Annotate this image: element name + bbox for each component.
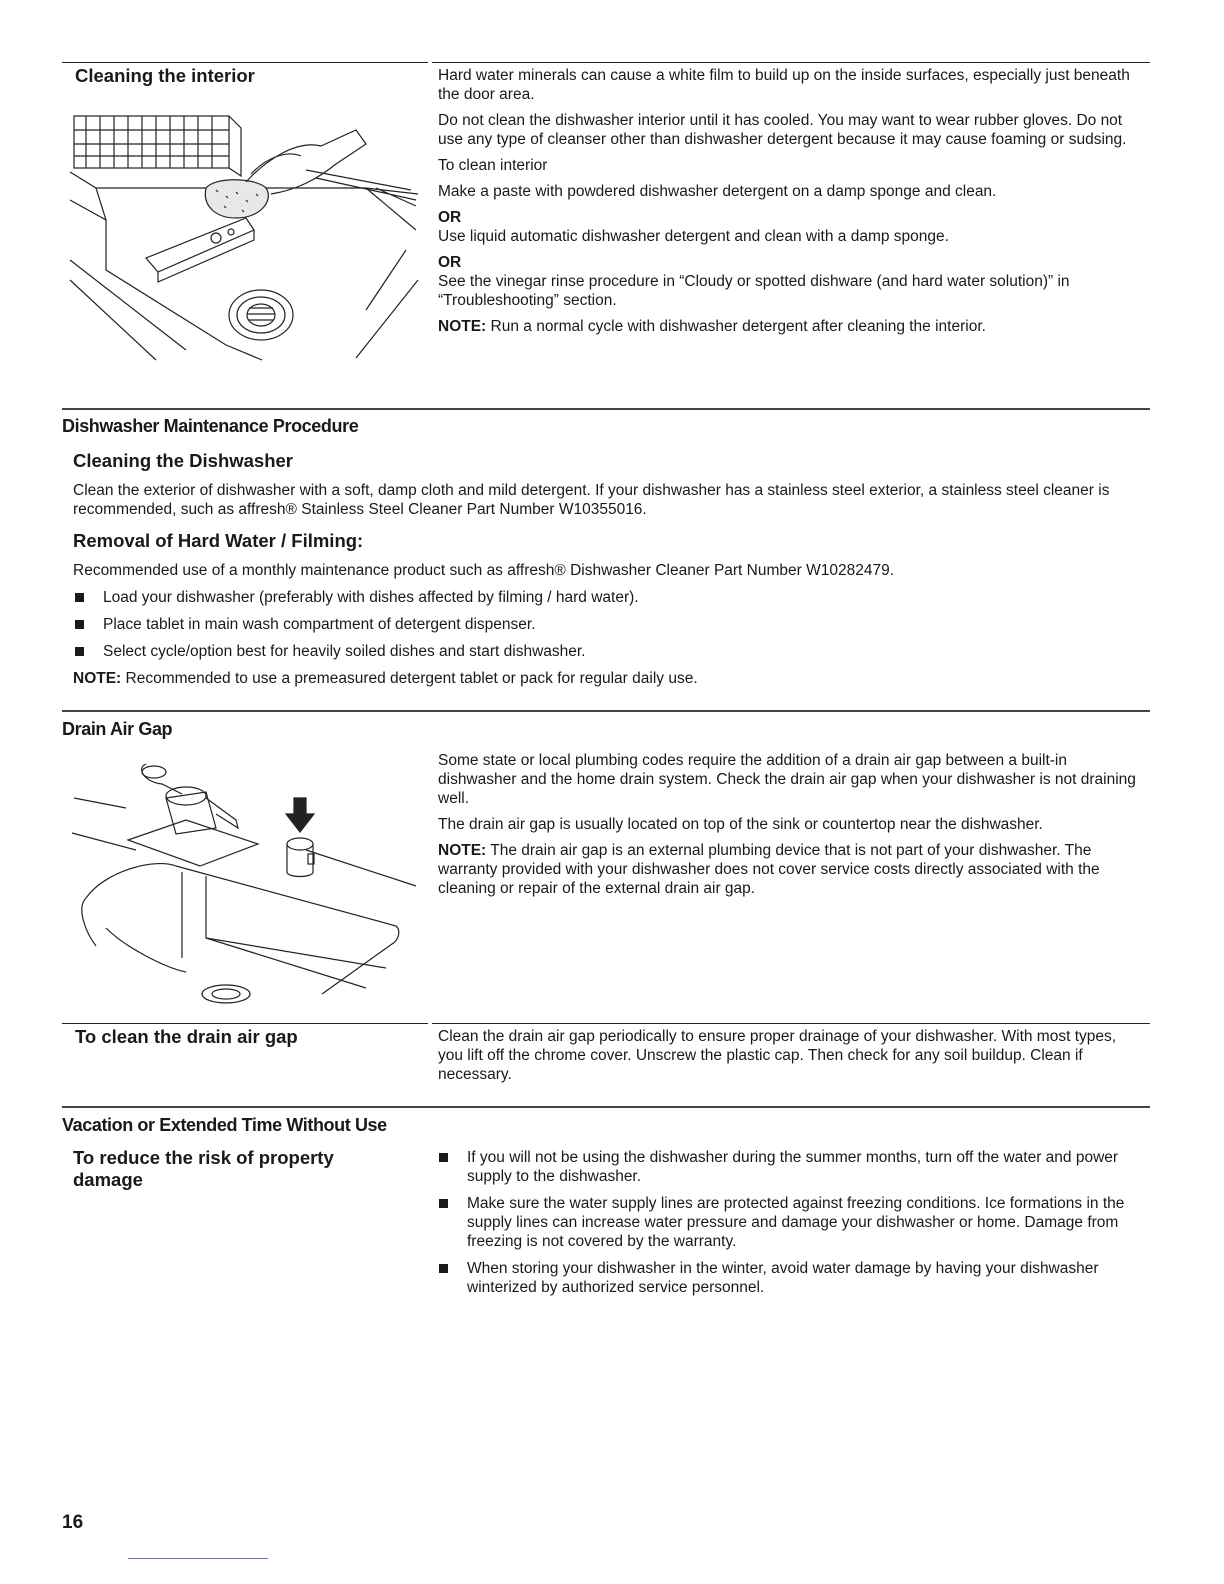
drain-air-gap-section-title: Drain Air Gap	[62, 719, 173, 739]
vacation-section-title: Vacation or Extended Time Without Use	[62, 1115, 387, 1135]
maintenance-section-title: Dishwasher Maintenance Procedure	[62, 416, 359, 436]
note-label: NOTE:	[438, 318, 487, 335]
down-arrow-icon	[286, 798, 314, 832]
list-item: Make sure the water supply lines are protected against freezing conditions. Ice formations in the supply lines can increase water pressure and damage your dishwasher or home. Damage from freezing is not covered by the warranty.	[437, 1194, 1143, 1251]
sink-drain-icon	[202, 985, 250, 1003]
air-gap-cap-icon	[287, 838, 314, 877]
vacation-list	[437, 1148, 1143, 1305]
cleaning-dishwasher-title: Cleaning the Dishwasher	[73, 450, 293, 471]
sponge-icon	[205, 180, 268, 218]
interior-paragraph: Hard water minerals can cause a white film to build up on the inside surfaces, especially just beneath the door area.	[438, 67, 1130, 103]
clean-air-gap-title: To clean the drain air gap	[75, 1026, 298, 1047]
interior-liquid: Use liquid automatic dishwasher detergent and clean with a damp sponge.	[438, 228, 949, 245]
drain-paragraph: Some state or local plumbing codes require the addition of a drain air gap between a built-in dishwasher and the home drain system. Check the drain air gap when your dishwasher is not draining well.	[438, 752, 1136, 807]
divider-interior-right	[432, 62, 1150, 63]
rack-icon	[74, 116, 241, 176]
interior-vinegar: See the vinegar rinse procedure in “Cloudy or spotted dishware (and hard water solution)” in “Troubleshooting” section.	[438, 273, 1070, 309]
note-label: NOTE:	[438, 842, 487, 859]
or-label: OR	[438, 254, 462, 271]
drain-note	[438, 841, 1144, 898]
or-label: OR	[438, 209, 462, 226]
list-item: Load your dishwasher (preferably with dishes affected by filming / hard water).	[73, 588, 1143, 607]
hard-water-title: Removal of Hard Water / Filming:	[73, 530, 364, 551]
divider-clean-gap-right	[432, 1023, 1150, 1024]
gloved-hand-icon	[246, 130, 366, 194]
maintenance-note	[73, 669, 1143, 688]
drain-filter-icon	[229, 290, 293, 340]
sponge-cleaning-illustration	[66, 110, 422, 364]
list-item: Place tablet in main wash compartment of detergent dispenser.	[73, 615, 1143, 634]
drain-air-gap-body	[438, 751, 1144, 905]
faucet-icon	[128, 764, 258, 866]
cleaning-interior-body	[438, 66, 1144, 343]
list-item: When storing your dishwasher in the winter, avoid water damage by having your dishwasher winterized by authorized service personnel.	[437, 1259, 1143, 1297]
clean-air-gap-text: Clean the drain air gap periodically to ensure proper drainage of your dishwasher. With most types, you lift off the chrome cover. Unscrew the plastic cap. Then check for any soil buildup. Clean if necessary.	[438, 1028, 1117, 1083]
cleaning-interior-title: Cleaning the interior	[75, 65, 255, 86]
interior-note	[438, 317, 1144, 336]
drain-air-gap-illustration	[66, 758, 422, 1008]
hard-water-intro: Recommended use of a monthly maintenance product such as affresh® Dishwasher Cleaner Part Number W10282479.	[73, 562, 895, 579]
divider-maintenance	[62, 408, 1150, 410]
interior-paragraph: Make a paste with powdered dishwasher detergent on a damp sponge and clean.	[438, 183, 997, 200]
list-item: Select cycle/option best for heavily soiled dishes and start dishwasher.	[73, 642, 1143, 661]
sink-icon	[82, 864, 399, 994]
interior-paragraph: To clean interior	[438, 157, 548, 174]
detergent-dispenser-icon	[146, 218, 254, 282]
list-item: If you will not be using the dishwasher during the summer months, turn off the water and power supply to the dishwasher.	[437, 1148, 1143, 1186]
footer-rule	[128, 1558, 268, 1559]
vacation-subtitle: To reduce the risk of property damage	[73, 1147, 334, 1190]
divider-drain-air-gap	[62, 710, 1150, 712]
note-label: NOTE:	[73, 670, 122, 687]
note-text: Run a normal cycle with dishwasher detergent after cleaning the interior.	[486, 318, 986, 335]
interior-paragraph: Do not clean the dishwasher interior until it has cooled. You may want to wear rubber gloves. Do not use any type of cleanser other than dishwasher detergent because it may cause foaming or sudsing.	[438, 112, 1127, 148]
page-number: 16	[62, 1512, 84, 1533]
note-text: Recommended to use a premeasured detergent tablet or pack for regular daily use.	[121, 670, 698, 687]
divider-vacation	[62, 1106, 1150, 1108]
cleaning-dishwasher-text: Clean the exterior of dishwasher with a soft, damp cloth and mild detergent. If your dishwasher has a stainless steel exterior, a stainless steel cleaner is recommended, such as affresh® Stainless Steel Cleaner Part Number W10355016.	[73, 482, 1110, 518]
divider-clean-gap-left	[62, 1023, 428, 1024]
hard-water-steps	[73, 588, 1143, 669]
note-text: The drain air gap is an external plumbing device that is not part of your dishwasher. The warranty provided with your dishwasher does not cover service costs directly associated with the cleaning or repair of the external drain air gap.	[438, 842, 1100, 897]
drain-paragraph: The drain air gap is usually located on top of the sink or countertop near the dishwasher.	[438, 816, 1043, 833]
divider-interior-left	[62, 62, 428, 63]
